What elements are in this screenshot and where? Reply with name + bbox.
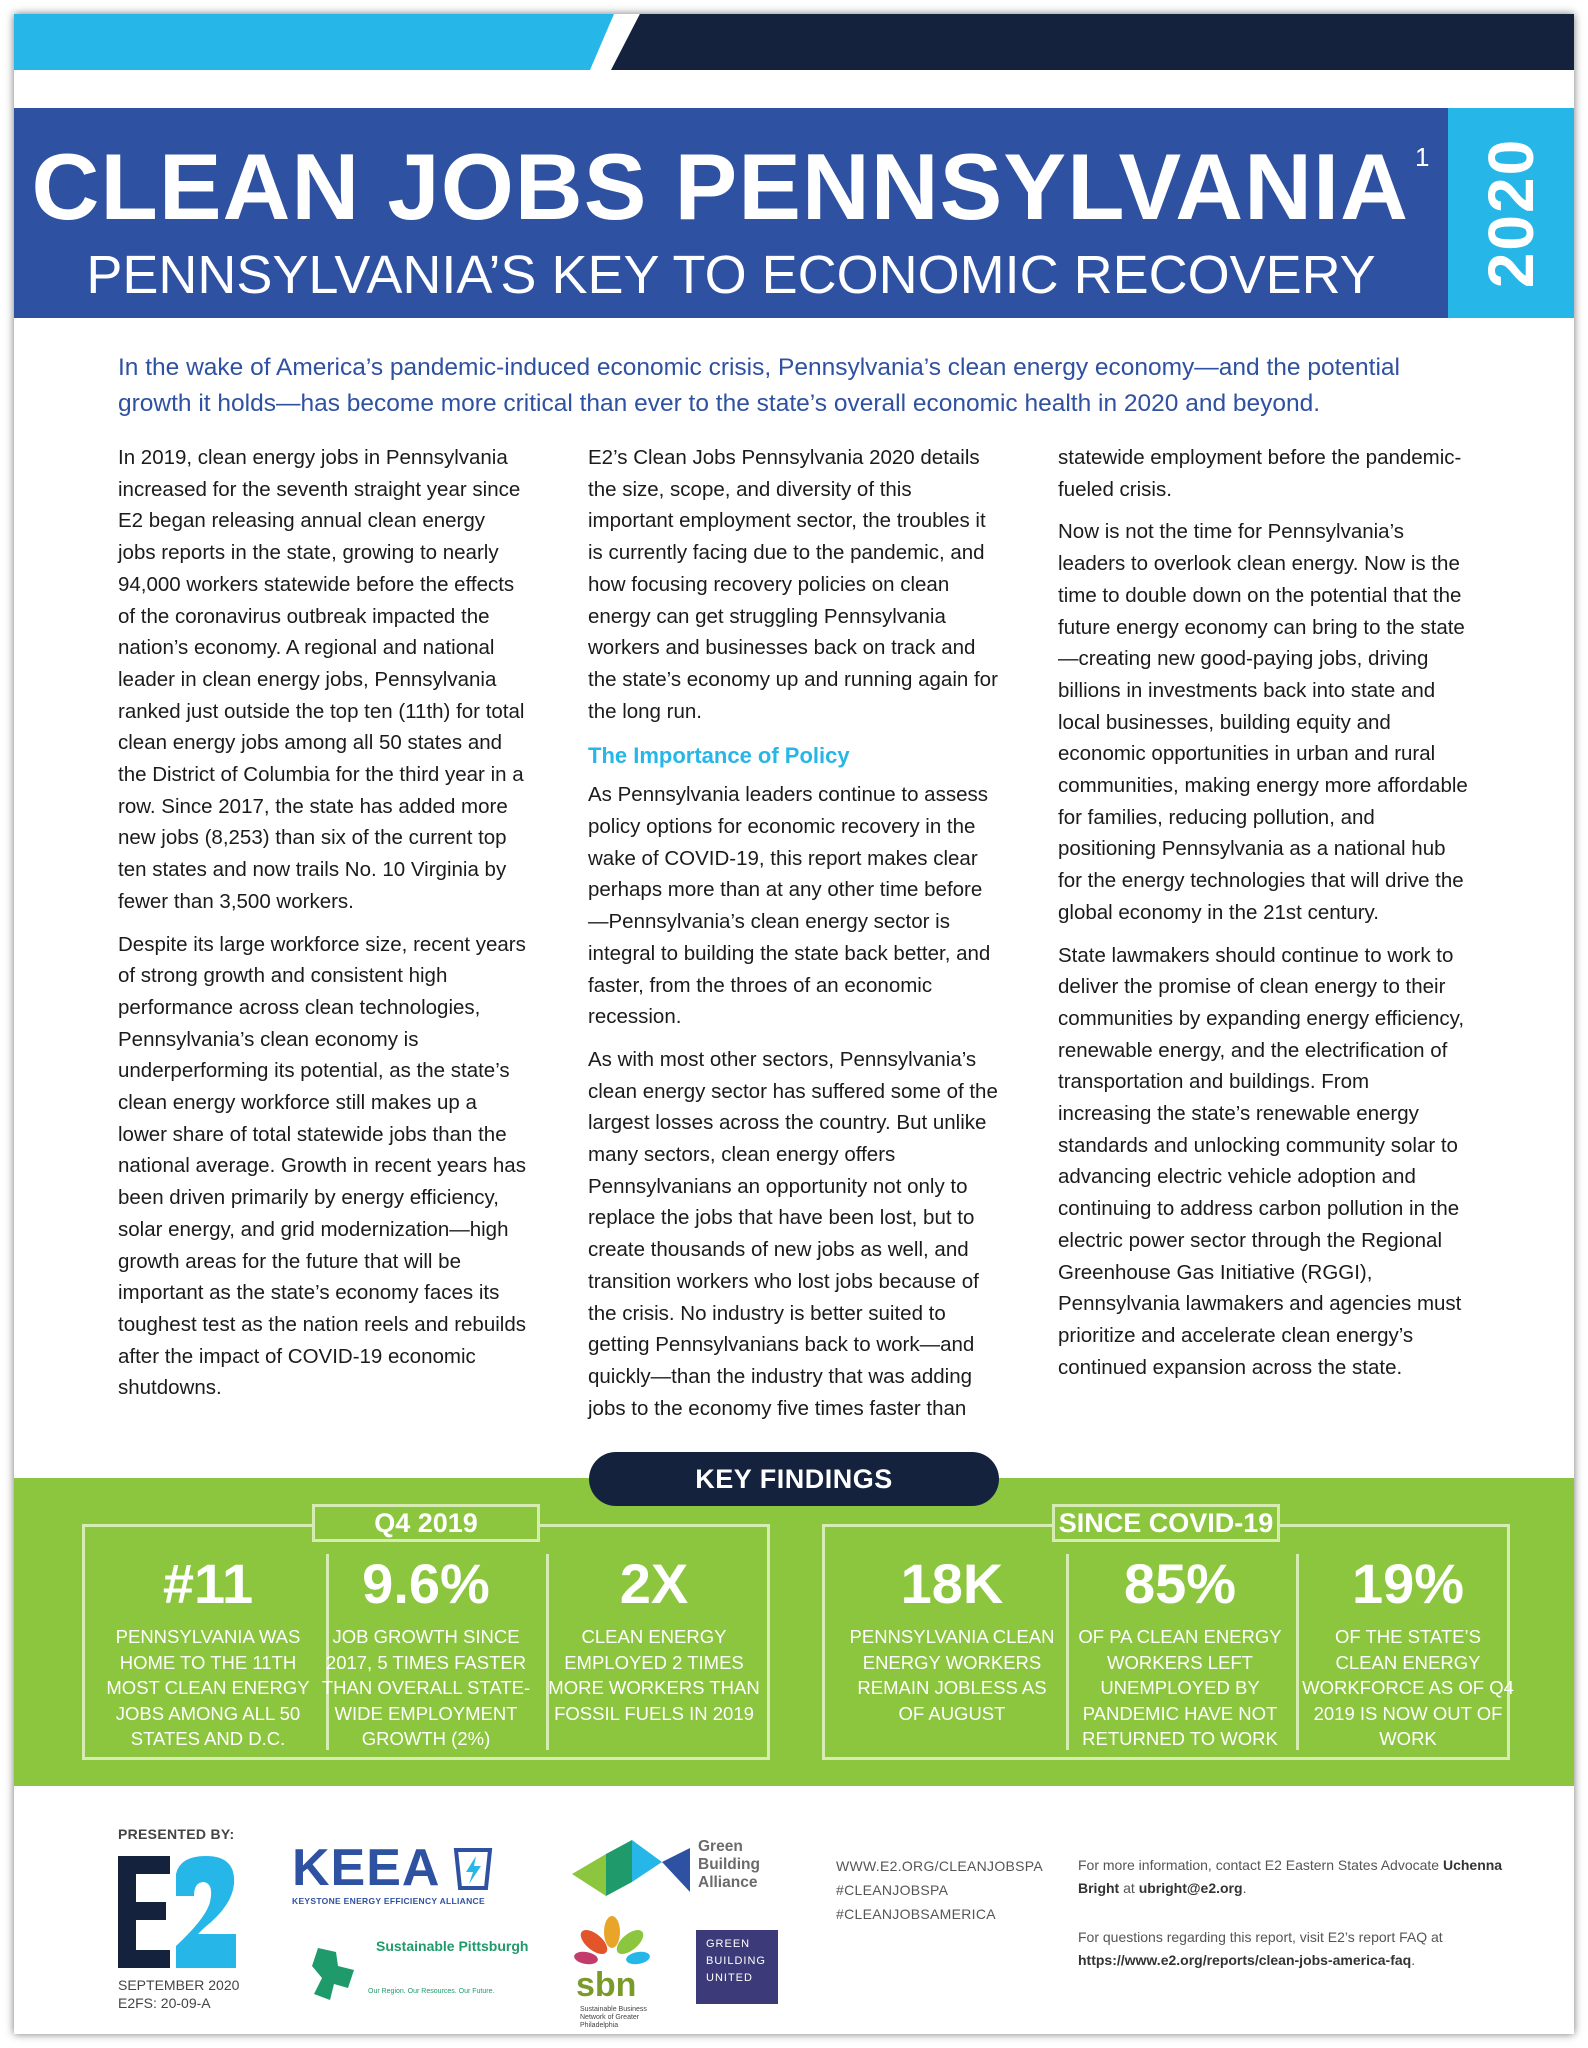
keystone-bolt-icon — [452, 1848, 494, 1890]
sp-wordmark: Sustainable Pittsburgh — [376, 1938, 529, 1954]
stripe-dark — [611, 14, 1574, 70]
year-badge — [1448, 108, 1574, 318]
stat-value: 9.6% — [362, 1552, 490, 1615]
green-building-united-logo — [696, 1930, 778, 2004]
keea-wordmark: KEEA — [292, 1839, 441, 1897]
body-column-2 — [588, 442, 998, 1435]
faq-text: For questions regarding this report, visit E2’s report FAQ at — [1078, 1929, 1443, 1945]
report-page — [14, 14, 1574, 2034]
body-paragraph: Now is not the time for Pennsylvania’s leaders to overlook clean energy. Now is the time to double down on the potential that the future energy economy can bring to the state—creating new good-paying jobs, driving billions in investments back into state and local businesses, building equity and economic opportunities in urban and rural communities, making energy more affordable for families, reducing pollution, and positioning Pennsylvania as a national hub for the energy technologies that will drive the global economy in the 21st century. — [1058, 520, 1468, 924]
stat-description: JOB GROWTH SINCE 2017, 5 TIMES FASTER THAN OVERALL STATE-WIDE EMPLOYMENT GROWTH (2%) — [321, 1626, 531, 1749]
gba-line: Alliance — [698, 1874, 758, 1891]
stat-description: PENNSYLVANIA CLEAN ENERGY WORKERS REMAIN JOBLESS AS OF AUGUST — [849, 1626, 1055, 1724]
sbn-flower-icon — [572, 1916, 652, 1968]
stat-job-growth — [312, 1554, 540, 1752]
section-heading-policy: The Importance of Policy — [588, 743, 850, 769]
stat-description: OF THE STATE’S CLEAN ENERGY WORKFORCE AS OF Q4 2019 IS NOW OUT OF WORK — [1302, 1626, 1514, 1749]
sbn-logo — [568, 1916, 658, 2029]
body-column-3 — [1058, 442, 1468, 1394]
body-paragraph: E2’s Clean Jobs Pennsylvania 2020 details the size, scope, and diversity of this important employment sector, the troubles it is currently facing due to the pandemic, and how focusing recovery policies on clean energy can get struggling Pennsylvania workers and businesses back on track and the state’s economy up and running again for the long run. — [588, 446, 998, 723]
report-date: SEPTEMBER 2020 — [118, 1977, 240, 1993]
findings-group-label: SINCE COVID-19 — [1052, 1504, 1280, 1542]
gba-line: Building — [698, 1856, 760, 1873]
stat-value: 18K — [900, 1552, 1004, 1615]
stat-out-of-work — [1294, 1554, 1522, 1752]
gbu-line: BUILDING — [706, 1955, 766, 1967]
gba-wordmark — [698, 1838, 760, 1892]
keea-fullname: KEYSTONE ENERGY EFFICIENCY ALLIANCE — [292, 1896, 485, 1906]
stripe-light — [14, 14, 614, 70]
sbn-wordmark: sbn — [576, 1966, 637, 2004]
green-building-alliance-logo — [570, 1836, 770, 1912]
body-paragraph: As with most other sectors, Pennsylvania’s clean energy sector has suffered some of the largest losses across the country. But unlike many sectors, clean energy offers Pennsylvanians an opportunity not only to replace the jobs that have been lost, but to create thousands of new jobs as well, and transition workers who lost jobs because of the crisis. No industry is better suited to getting Pennsylvanians back to work—and quickly—than the industry that was adding jobs to the economy five times faster than — [588, 1047, 998, 1420]
stat-value: #11 — [162, 1552, 254, 1615]
stat-multiplier — [540, 1554, 768, 1726]
body-paragraph: statewide employment before the pandemic-fueled crisis. — [1058, 446, 1462, 501]
contact-name: Uchenna Bright — [1078, 1857, 1503, 1896]
title-footnote: 1 — [1415, 142, 1431, 172]
stat-description: CLEAN ENERGY EMPLOYED 2 TIMES MORE WORKERS THAN FOSSIL FUELS IN 2019 — [548, 1626, 760, 1724]
pittsburgh-map-icon — [308, 1944, 368, 2004]
intro-paragraph: In the wake of America’s pandemic-induced economic crisis, Pennsylvania’s clean energy economy—and the potential growth it holds—has become more critical than ever to the state’s overall economic health in 2020 and beyond. — [118, 354, 1400, 417]
report-url-link[interactable]: WWW.E2.ORG/CLEANJOBSPA — [836, 1858, 1044, 1874]
gbu-line: GREEN — [706, 1938, 751, 1950]
stat-value: 85% — [1123, 1552, 1237, 1615]
faq-line: For questions regarding this report, visit E2’s report FAQ at https://www.e2.org/reports/clean-jobs-america-faq. — [1078, 1929, 1443, 1968]
stat-description: PENNSYLVANIA WAS HOME TO THE 11TH MOST CLEAN ENERGY JOBS AMONG ALL 50 STATES AND D.C. — [106, 1626, 310, 1749]
key-findings-title: KEY FINDINGS — [589, 1452, 999, 1506]
stat-value: 2X — [619, 1552, 689, 1615]
footer-links — [836, 1854, 1043, 1926]
top-stripe — [14, 14, 1574, 70]
year-text: 2020 — [1475, 137, 1547, 289]
e2-logo-icon — [118, 1856, 236, 1968]
stat-rank — [94, 1554, 322, 1752]
body-paragraph: In 2019, clean energy jobs in Pennsylvania increased for the seventh straight year since E2 began releasing annual clean energy jobs reports in the state, growing to nearly 94,000 workers statewide before the effects of the coronavirus outbreak impacted the nation’s economy. A regional and national leader in clean energy jobs, Pennsylvania ranked just outside the top ten (11th) for total clean energy jobs among all 50 states and the District of Columbia for the third year in a row. Since 2017, the state has added more new jobs (8,253) than six of the current top ten states and now trails No. 10 Virginia by fewer than 3,500 workers. — [118, 446, 525, 913]
gba-mark-icon — [570, 1836, 692, 1906]
stat-not-returned — [1066, 1554, 1294, 1752]
stat-jobless — [838, 1554, 1066, 1726]
gba-line: Green — [698, 1838, 743, 1855]
keea-logo — [292, 1840, 492, 1912]
faq-url-link[interactable]: https://www.e2.org/reports/clean-jobs-america-faq — [1078, 1952, 1412, 1968]
body-paragraph: State lawmakers should continue to work to deliver the promise of clean energy to their communities by expanding energy efficiency, renewable energy, and the electrification of transportation and buildings. From increasing the state’s renewable energy standards and unlocking community solar to advancing electric vehicle adoption and continuing to address carbon pollution in the electric power sector through the Regional Greenhouse Gas Initiative (RGGI), Pennsylvania lawmakers and agencies must prioritize and accelerate clean energy’s continued expansion across the state. — [1058, 943, 1465, 1379]
contact-at: at — [1123, 1880, 1135, 1896]
report-code: E2FS: 20-09-A — [118, 1995, 211, 2011]
findings-group-label: Q4 2019 — [312, 1504, 540, 1542]
contact-block — [1078, 1854, 1508, 1998]
hashtag-link[interactable]: #CLEANJOBSPA — [836, 1882, 949, 1898]
stat-value: 19% — [1351, 1552, 1465, 1615]
sustainable-pittsburgh-logo — [308, 1936, 558, 2016]
page-subtitle: PENNSYLVANIA’S KEY TO ECONOMIC RECOVERY — [86, 245, 1376, 305]
presented-by-label: PRESENTED BY: — [118, 1826, 235, 1842]
page-title: CLEAN JOBS PENNSYLVANIA $^1$ — [31, 134, 1431, 239]
body-column-1 — [118, 442, 528, 1415]
title-banner — [14, 108, 1448, 318]
body-paragraph: Despite its large workforce size, recent years of strong growth and consistent high performance across clean technologies, Pennsylvania’s clean economy is underperforming its potential, as the state’s clean energy workforce still makes up a lower share of total statewide jobs than the national average. Growth in recent years has been driven primarily by energy efficiency, solar energy, and grid modernization—high growth areas for the future that will be important as the state’s economy faces its toughest test as the nation reels and rebuilds after the impact of COVID-19 economic shutdowns. — [118, 932, 526, 1400]
contact-text: For more information, contact E2 Eastern States Advocate — [1078, 1857, 1440, 1873]
sp-tagline: Our Region. Our Resources. Our Future. — [368, 1988, 495, 1995]
stat-description: OF PA CLEAN ENERGY WORKERS LEFT UNEMPLOYED BY PANDEMIC HAVE NOT RETURNED TO WORK — [1078, 1626, 1282, 1749]
sbn-fullname: Sustainable Business Network of Greater Philadelphia — [580, 2006, 647, 2029]
report-date-block — [118, 1976, 239, 2012]
gbu-line: UNITED — [706, 1972, 753, 1984]
body-paragraph: As Pennsylvania leaders continue to assess policy options for economic recovery in the wake of COVID-19, this report makes clear perhaps more than at any other time before—Pennsylvania’s clean energy sector is integral to building the state back better, and faster, from the throes of an economic recession. — [588, 783, 991, 1029]
contact-email-link[interactable]: ubright@e2.org — [1138, 1880, 1243, 1896]
contact-line: For more information, contact E2 Eastern States Advocate Uchenna Bright at ubright@e2.org. — [1078, 1857, 1503, 1896]
hashtag-link[interactable]: #CLEANJOBSAMERICA — [836, 1906, 996, 1922]
